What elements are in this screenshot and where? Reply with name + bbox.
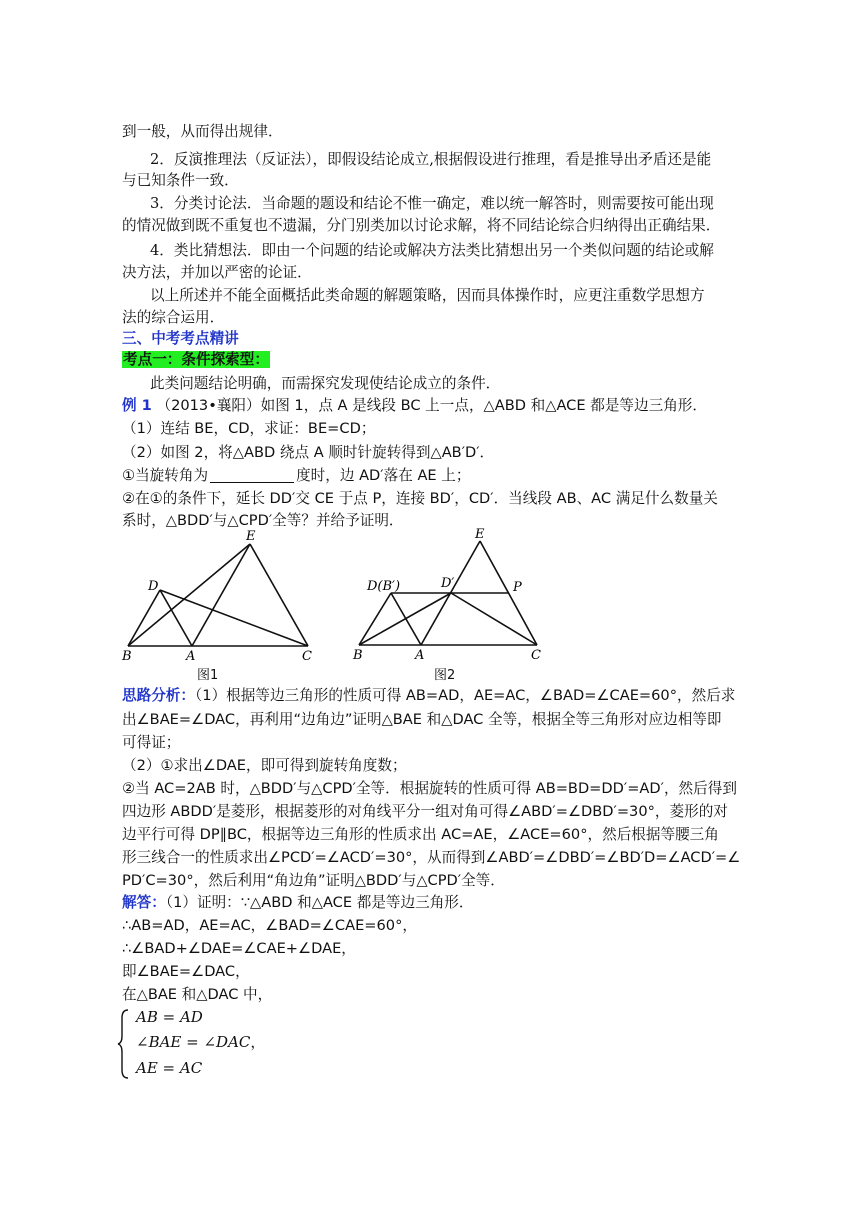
figure-1 [110,528,330,678]
equation-2 [136,1032,265,1052]
analysis-line-2: 出∠BAE=∠DAC，再利用“边角边”证明△BAE 和△DAC 全等，根据全等三角形对应边相等即 [122,711,722,728]
analysis-line-8: 形三线合一的性质求出∠PCD′=∠ACD′=30°，从而得到∠ABD′=∠DBD′=∠BD′D=∠ACD′=∠ [122,849,741,866]
fig1-label-b: B [122,649,132,664]
example-text: （2013•襄阳）如图 1，点 A 是线段 BC 上一点，△ABD 和△ACE 都是等边三角形． [156,397,707,414]
point-highlight: 考点一：条件探索型： [123,351,269,368]
figure-2-caption: 图2 [434,668,456,683]
fig2-label-dprime: D′ [441,576,455,591]
analysis-line-1 [122,686,736,706]
example-line-4 [122,466,732,486]
equation-3: AE = AC [136,1059,203,1077]
equation-2-text: ∠BAE = ∠DAC [136,1033,251,1051]
example-line-3: （2）如图 2，将△ABD 绕点 A 顺时针旋转得到△AB′D′． [122,444,495,461]
fig2-label-e: E [475,527,485,542]
fig2-label-p: P [513,580,522,595]
figure-1-caption: 图1 [197,668,219,683]
solution-line-1 [122,893,732,913]
solution-line-4: 即∠BAE=∠DAC， [122,963,250,980]
intro-line-2: 2．反演推理法（反证法），即假设结论成立,根据假设进行推理，看是推导出矛盾还是能 [150,151,712,168]
analysis-line-6: 四边形 ABDD′是菱形，根据菱形的对角线平分一组对角可得∠ABD′=∠DBD′=30°，菱形的对 [122,803,728,820]
solution-line-3: ∴∠BAD+∠DAE=∠CAE+∠DAE， [122,940,356,957]
intro-line-3: 与已知条件一致． [122,172,239,189]
fig2-label-b: B [353,648,363,663]
example-line-5: ②在①的条件下，延长 DD′交 CE 于点 P，连接 BD′，CD′．当线段 AB、AC 满足什么数量关 [122,490,718,507]
intro-line-5: 的情况做到既不重复也不遗漏，分门别类加以讨论求解，将不同结论综合归纳得出正确结果． [122,217,721,234]
answer-blank [210,468,294,483]
example-line-6: 系时，△BDD′与△CPD′全等？并给予证明． [122,512,404,529]
analysis-line-7: 边平行可得 DP∥BC，根据等边三角形的性质求出 AC=AE，∠ACE=60°，然后根据等腰三角 [122,826,719,843]
point-row [122,350,732,370]
intro-line-6: 4．类比猜想法．即由一个问题的结论或解决方法类比猜想出另一个类似问题的结论或解 [150,242,714,259]
analysis-line-4: （2）①求出∠DAE，即可得到旋转角度数； [122,757,407,774]
fig1-label-d: D [148,579,159,594]
intro-line-4: 3．分类讨论法．当命题的题设和结论不惟一确定，难以统一解答时，则需要按可能出现 [150,195,714,212]
solution-line-2: ∴AB=AD，AE=AC，∠BAD=∠CAE=60°， [122,917,417,934]
analysis-line-3: 可得证； [122,734,181,751]
fig2-label-d: D(B′) [367,579,401,594]
equation-2-tail: ， [250,1033,266,1051]
intro-line-1: 到一般，从而得出规律． [122,123,283,140]
left-brace [116,1008,132,1080]
fig1-label-e: E [246,529,256,544]
figure-2 [345,525,555,675]
intro-line-7: 决方法，并加以严密的论证． [122,264,312,281]
example-label: 例 1 [122,397,152,414]
fig2-label-a: A [415,648,425,663]
section-desc: 此类问题结论明确，而需探究发现使结论成立的条件． [150,375,501,392]
fig2-label-c: C [531,648,541,663]
example-l4-a: ①当旋转角为 [122,467,209,484]
analysis-text: （1）根据等边三角形的性质可得 AB=AD，AE=AC，∠BAD=∠CAE=60°，然后求 [194,687,736,704]
intro-line-9: 法的综合运用． [122,309,225,326]
example-line-2: （1）连结 BE，CD，求证：BE=CD； [122,420,376,437]
example-line-1 [122,396,732,416]
fig1-label-c: C [302,649,312,664]
analysis-line-9: PD′C=30°，然后利用“角边角”证明△BDD′与△CPD′全等． [122,872,505,889]
equation-1: AB = AD [136,1008,203,1026]
example-l4-b: 度时，边 AD′落在 AE 上； [296,467,471,484]
intro-line-8: 以上所述并不能全面概括此类命题的解题策略，因而具体操作时，应更注重数学思想方 [150,287,705,304]
solution-line-5: 在△BAE 和△DAC 中， [122,986,273,1003]
fig1-label-a: A [186,649,196,664]
solution-label: 解答： [122,894,166,911]
section-heading: 三、中考考点精讲 [122,330,239,347]
solution-text: （1）证明：∵△ABD 和△ACE 都是等边三角形． [165,894,474,911]
analysis-line-5: ②当 AC=2AB 时，△BDD′与△CPD′全等．根据旋转的性质可得 AB=BD=DD′=AD′，然后得到 [122,780,737,797]
analysis-label: 思路分析： [122,687,195,704]
